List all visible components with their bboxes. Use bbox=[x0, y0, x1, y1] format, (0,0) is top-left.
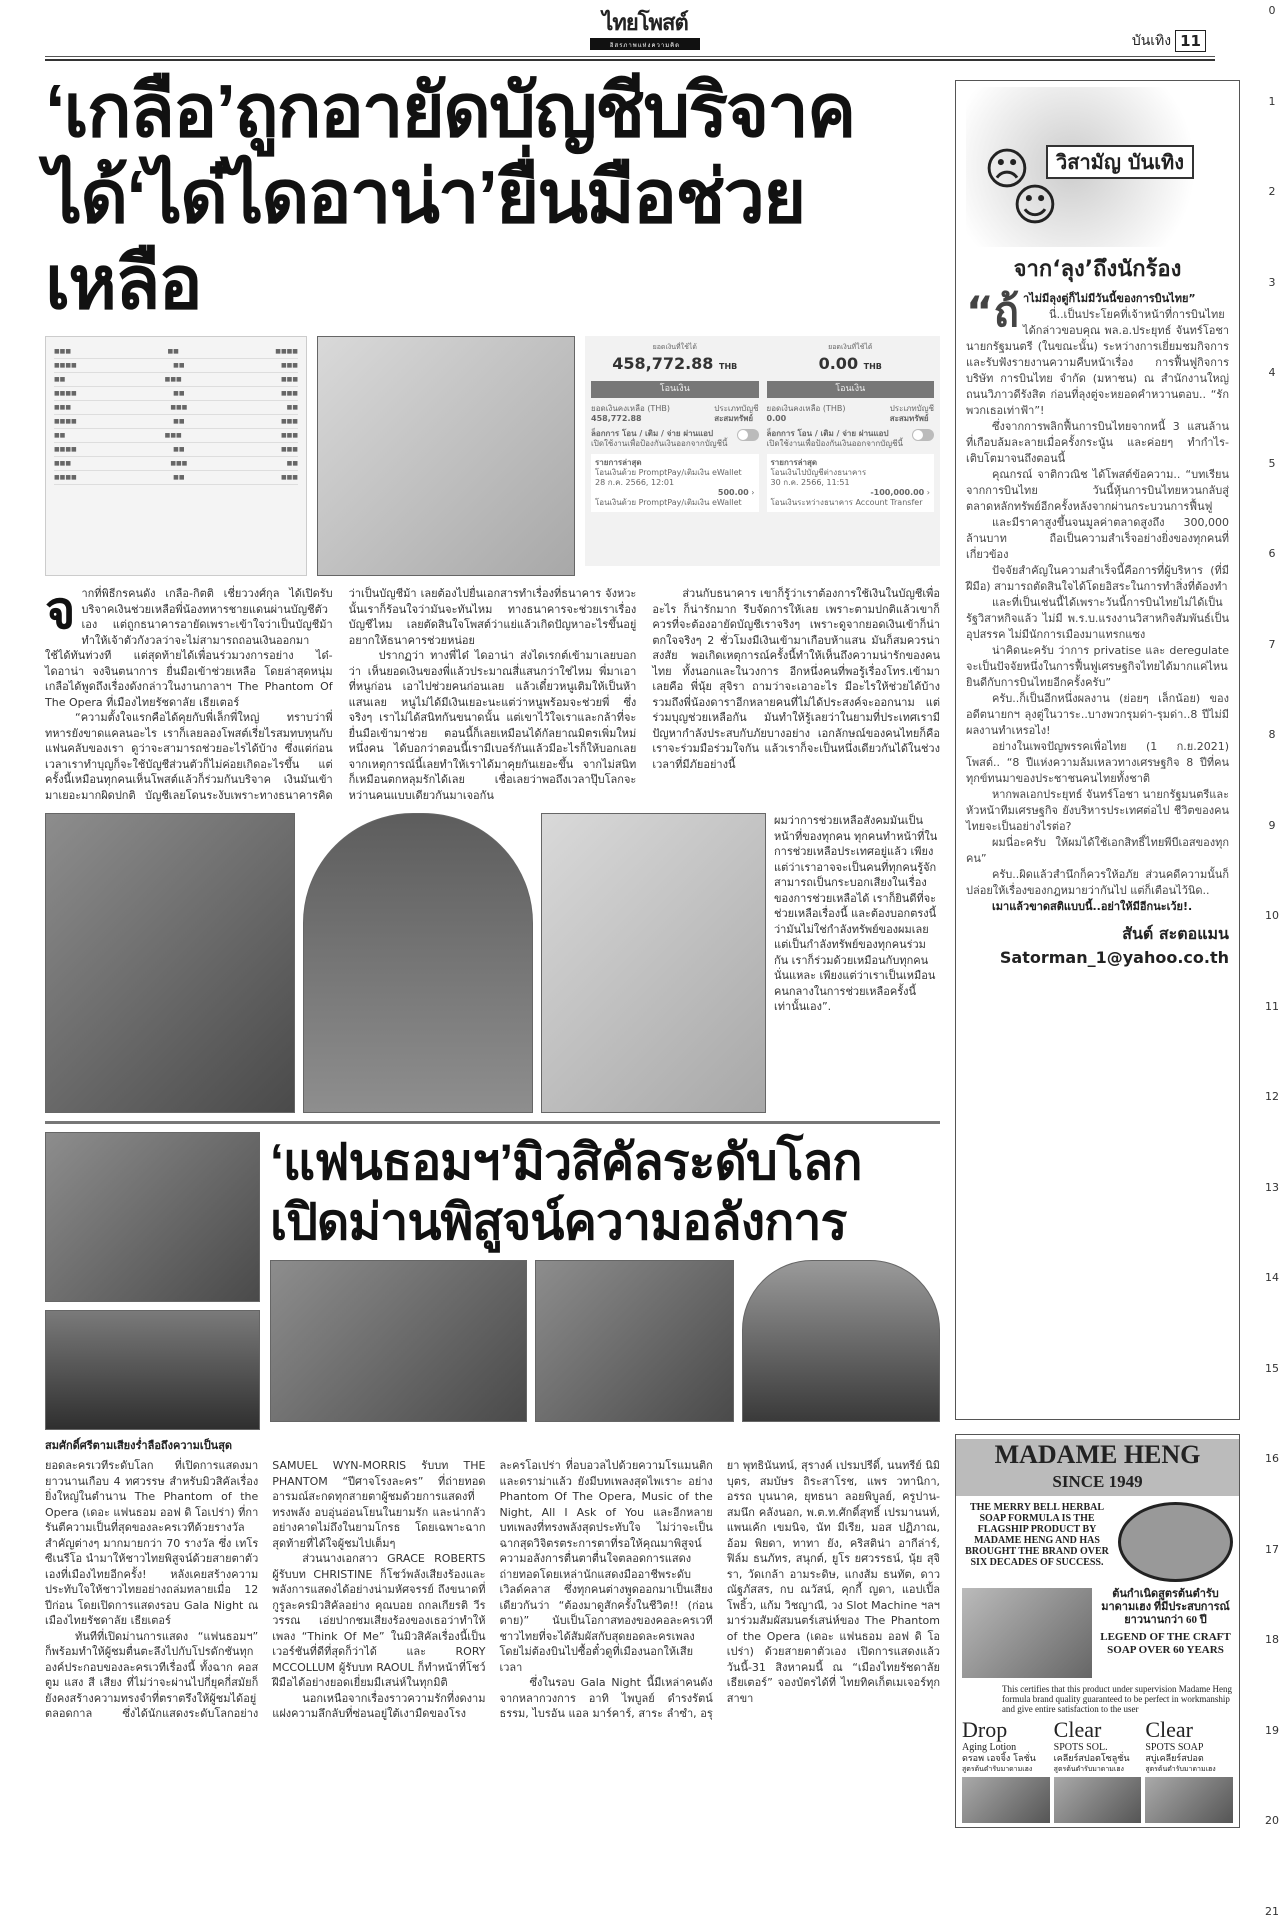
lock-toggle bbox=[912, 429, 934, 441]
ruler-mark: 9 bbox=[1268, 818, 1276, 832]
column-box bbox=[955, 80, 1240, 1420]
column-paragraph: นี่..เป็นประโยคที่เจ้าหน้าที่การบินไทยได้กล่าวขอบคุณ พล.อ.ประยุทธ์ จันทร์โอชา นายกรัฐมนตรี (ในขณะนั้น) ระหว่างการเยี่ยมชมกิจการ และรับฟังรายงานความคืบหน้าเรื่อง การฟื้นฟูกิจการ บริษัท การบินไทย จำกัด (มหาชน) ณ สำนักงานใหญ่ ถนนวิภาวดีรังสิต ก่อนที่ลุงตู่จะหยอดคำหวานตอบ.. “รักพวกเธอเท่าฟ้า”! bbox=[966, 308, 1229, 417]
drama-mask-happy-icon: ☺ bbox=[1012, 180, 1058, 231]
madame-heng-ad: MADAME HENG SINCE 1949 THE MERRY BELL HERBAL SOAP FORMULA IS THE FLAGSHIP PRODUCT BY MADAME HENG AND HAS BROUGHT THE BRAND OVER SIX DECADES OF SUCCESS. ต้นกำเนิดสูตรต้นตำรับ มาดามเฮง ที่มีประสบการณ์ยาวนานกว่า 60 ปี LEGEND OF THE CRAFT SOAP OVER 60 YEARS This certifies that this product under supervision Madame Heng formula brand quality guaranteed to be perfect in workmanship and give entire satisfaction to the user Drop Aging Lotion ดรอพ เอจจิ้ง โลชั่น สูตรต้นตำรับมาดามเฮง Clear SPOTS SOL. เคลียร์สปอตโซลูชั่น สูตรต้นตำรับมาดามเฮง Clear SPOTS SOAP สบู่เคลียร์สปอต สูตรต้นตำรับมาดามเฮง bbox=[955, 1434, 1240, 1828]
column-paragraph: หากพลเอกประยุทธ์ จันทร์โอชา นายกรัฐมนตรีและหัวหน้าทีมเศรษฐกิจ ยังบริหารประเทศต่อไป ชีวิตของคนไทยจะเป็นอย่างไรต่อ? bbox=[966, 788, 1229, 833]
ad-product-name: Clear bbox=[1053, 1717, 1102, 1742]
drop-cap: จ bbox=[45, 581, 76, 641]
bank-account-right: ยอดเงินที่ใช้ได้ 0.00 THB โอนเงิน ยอดเงินคงเหลือ (THB) 0.00 ประเภทบัญชี สะสมทรัพย์ ล็อกการ โอน / เติม / จ่าย ผ่านแอป เปิดใช้งานเพื่อป้องกันเงินออกจากบัญชีนี้ รายการล่าสุด โอนเงินไปบัญชีต่างธนาคาร 30 ก.ค. 2566, 11:51 -100,000.00 › โอนเงินระหว่างธนาคาร Account Transfer bbox=[767, 342, 935, 560]
ruler-mark: 20 bbox=[1265, 1814, 1279, 1827]
section-label: บันเทิง 11 bbox=[1132, 30, 1206, 52]
bank-app-screenshot bbox=[585, 336, 940, 566]
column-logo: ☹ ☺ วิสามัญ บันเทิง bbox=[966, 87, 1229, 247]
article-2-body: ยอดละครเวทีระดับโลก ที่เปิดการแสดงมายาวนานเกือบ 4 ทศวรรษ สำหรับมิวสิคัลเรื่องยิ่งใหญ่ในตำนาน The Phantom of the Opera (เดอะ แฟนธอม ออฟ ดิ โอเปร่า) ที่การันตีความเป็นที่สุดของละครเวทีด้วยรางวัลสำคัญต่างๆ มากมายกว่า 70 รางวัล ซึ่ง เทโร ซีเนรีโอ นำมาให้ชาวไทยพิสูจน์ด้วยสายตาตัวเองที่เมืองไทยอีกครั้ง! หลังเคยสร้างความประทับใจให้ชาวไทยอย่างถล่มทลายเมื่อ 12 ปีก่อน โดยเปิดการแสดงรอบ Gala Night ณ เมืองไทยรัชดาลัย เธียเตอร์ ทันทีที่เปิดม่านการแสดง “แฟนธอมฯ” ก็พร้อมทำให้ผู้ชมตื่นตะลึงไปกับโปรดักชันทุกองค์ประกอบของละครเวทีเรื่องนี้ ทั้งฉาก คอสตูม แสง สี เสียง ที่ไม่ว่าจะผ่านไปกี่ยุคกี่สมัยก็ยังคงสร้างความทรงจำที่ตราตรึงให้ผู้ชมได้อยู่ตลอดกาล ซึ่งได้นักแสดงระดับโลกอย่าง SAMUEL WYN-MORRIS รับบท THE PHANTOM “ปีศาจโรงละคร” ที่ถ่ายทอดอารมณ์สะกดทุกสายตาผู้ชมด้วยการแสดงที่ทรงพลัง อบอุ่นอ่อนโยนในยามรัก และน่ากลัวอย่างคาดไม่ถึงในยามโกรธ โดยเฉพาะฉากสุดท้ายที่ได้ใจผู้ชมไปเต็มๆ ส่วนนางเอกสาว GRACE ROBERTS ผู้รับบท CHRISTINE ก็โชว์พลังเสียงร้องและพลังการแสดงได้อย่างน่ามหัศจรรย์ ถึงขนาดที่กูรูละครมิวสิคัลอย่าง คุณบอย ถกลเกียรติ วีรวรรณ เอ่ยปากชมเสียงร้องของเธอว่าทำให้เพลง “Think Of Me” ในมิวสิคัลเรื่องนี้เป็นเวอร์ชันที่ดีที่สุดก็ว่าได้ และ RORY MCCOLLUM ผู้รับบท RAOUL ก็ทำหน้าที่โชว์ฝีมือได้อย่างยอดเยี่ยมมีเสน่ห์ในทุกมิติ นอกเหนือจากเรื่องราวความรักที่งดงามแฝงความลึกลับที่ซ่อนอยู่ใต้เงามืดของโรงละครโอเปร่า ที่อบอวลไปด้วยความโรแมนติกและดราม่าแล้ว ยังมีบทเพลงสุดไพเราะ อย่าง Phantom Of The Opera, Music of the Night, All I Ask of You และอีกหลายบทเพลงที่ทรงพลังสุดประทับใจ ไม่ว่าจะเป็นฉากสุดวิจิตรตระการตาที่รอให้คุณมาพิสูจน์ความอลังการตื่นตาตื่นใจตลอดการแสดง ถ่ายทอดโดยเหล่านักแสดงมืออาชีพระดับเวิลด์คลาส ซึ่งทุกคนต่างพูดออกมาเป็นเสียงเดียวกันว่า “ต้องมาดูสักครั้งในชีวิต!! (ก่อนตาย)” นับเป็นโอกาสทองของคอละครเวทีชาวไทยที่จะได้สัมผัสกับสุดยอดละครเพลงโดยไม่ต้องบินไปซื้อตั๋วดูที่เมืองนอกให้เสียเวลา ซึ่งในรอบ Gala Night นี้มีเหล่าคนดังจากหลากวงการ อาทิ ไพบูลย์ ดำรงรัตน์ธรรม, ไบรอัน แอล มาร์คาร์, สาระ ลำซำ, อรุยา พุทธินันทน์, สุรางค์ เปรมปรีดิ์, นนทรีย์ นิมิบุตร, สมบัษร ถิระสาโรช, แพร วทานิกา, อรรถ บุนนาค, ยุทธนา ลอยพิบูลย์, ครูปาน-สมนึก คลังนอก, พ.ต.ท.ศักดิ์สุทธิ์ เปรมานนท์, แพนเค้ก เขมนิจ, นัท มีเรีย, มอส ปฏิภาณ, อ้อม พิยดา, ทาทา ยัง, คริสติน่า อากีล่าร์, ฟิล์ม ธนภัทร, สนุกต์, ยูโร ยศวรรธน์, นุ้ย สุจิรา, วัดเกล้า อามระดิษ, แกงส้ม ธนทัต, ดาว ณัฐภัสสร, กบ ณวัสน์, คุกกี้ ญดา, แอปเปิ้ล โพธิ้ว, แก้ม วิชญาณี, วง Slot Machine ฯลฯ มาร่วมสัมผัสมนตร์เสน่ห์ของ The Phantom of the Opera (เดอะ แฟนธอม ออฟ ดิ โอเปร่า) ด้วยสายตาตัวเอง เปิดการแสดงแล้ว วันนี้-31 สิงหาคมนี้ ณ “เมืองไทยรัชดาลัย เธียเตอร์” จองบัตรได้ที่ ไทยทิคเก็ตเมเจอร์ทุกสาขา bbox=[45, 1459, 940, 1720]
ad-product-thai: เคลียร์สปอตโซลูชั่น bbox=[1053, 1754, 1130, 1764]
column-paragraph: ครับ..ก็เป็นอีกหนึ่งผลงาน (ย่อยๆ เล็กน้อย) ของอดีตนายกฯ ลุงตู่ในวาระ..บางพวกรุมด่า-รุมด่า..8 ปีไม่มีผลงานทำเหรอไง! bbox=[966, 692, 1229, 737]
ad-product-image bbox=[962, 1777, 1050, 1823]
column-body: “ถ้ าไม่มีลุงตู่ก็ไม่มีวันนี้ของการบินไทย” นี่..เป็นประโยคที่เจ้าหน้าที่การบินไทยได้กล่าวขอบคุณ พล.อ.ประยุทธ์ จันทร์โอชา นายกรัฐมนตรี (ในขณะนั้น) ระหว่างการเยี่ยมชมกิจการ และรับฟังรายงานความคืบหน้าเรื่อง การฟื้นฟูกิจการ บริษัท การบินไทย จำกัด (มหาชน) ณ สำนักงานใหญ่ ถนนวิภาวดีรังสิต ก่อนที่ลุงตู่จะหยอดคำหวานตอบ.. “รักพวกเธอเท่าฟ้า”! ซึ่งจากการพลิกฟื้นการบินไทยจากหนี้ 3 แสนล้าน ที่เกือบล้มละลายเมื่อครั้งกระนู้น และค่อยๆ ทำกำไร-เติบโตมาจนถึงตอนนี้ คุณกรณ์ จาติกวณิช ได้โพสต์ข้อความ.. “บทเรียนจากการบินไทย วันนี้หุ้นการบินไทยหวนกลับสู่ตลาดหลักทรัพย์อีกครั้งหลังจากผ่านกระบวนการฟื้นฟู และมีราคาสูงขึ้นจนมูลค่าตลาดสูงถึง 300,000 ล้านบาท ถือเป็นความสำเร็จอย่างยิ่งของทุกคนที่เกี่ยวข้อง ปัจจัยสำคัญในความสำเร็จนี้คือการที่ผู้บริหาร (ที่มีฝีมือ) สามารถตัดสินใจได้โดยอิสระในการทำสิ่งที่ต้องทำ และที่เป็นเช่นนี้ได้เพราะวันนี้การบินไทยไม่ได้เป็นรัฐวิสาหกิจแล้ว ไม่มี พ.ร.บ.แรงงานวิสาหกิจสัมพันธ์เป็นอุปสรรค ไม่มีนักการเมืองมาแทรกแซง น่าคิดนะครับ ว่าการ privatise และ deregulate จะเป็นปัจจัยหนึ่งในการฟื้นฟูเศรษฐกิจไทยได้มากแค่ไหน ยินดีกับการบินไทยอีกครั้งครับ” ครับ..ก็เป็นอีกหนึ่งผลงาน (ย่อยๆ เล็กน้อย) ของอดีตนายกฯ ลุงตู่ในวาระ..บางพวกรุมด่า-รุมด่า..8 ปีไม่มีผลงานทำเหรอไง! อย่างในเพจปัญพรรคเพื่อไทย (1 ก.ย.2021) โพสต์.. “8 ปีแห่งความล้มเหลวทางเศรษฐกิจ 8 ปีที่คนทุกข์ทนมาของประชาชนคนไทยทั้งชาติ หากพลเอกประยุทธ์ จันทร์โอชา นายกรัฐมนตรีและหัวหน้าทีมเศรษฐกิจ ยังบริหารประเทศต่อไป ชีวิตของคนไทยจะเป็นอย่างไรต่อ? ผมนี่อะครับ ให้ผมได้ใช้เอกสิทธิ์ไทยพีบีเอสของทุกคน” ครับ..ผิดแล้วสำนึกก็ควรให้อภัย ส่วนคดีความนั้นก็ปล่อยให้เรื่องของกฎหมายว่ากันไป แต่ก็เตือนไว้นิด.. เมาแล้วขาดสติแบบนี้..อย่าให้มีอีกนะเว้ย!. bbox=[966, 287, 1229, 913]
photo-actor bbox=[742, 1260, 940, 1422]
column-paragraph: ปัจจัยสำคัญในความสำเร็จนี้คือการที่ผู้บริหาร (ที่มีฝีมือ) สามารถตัดสินใจได้โดยอิสระในการทำสิ่งที่ต้องทำ bbox=[966, 564, 1229, 593]
ad-product-note: สูตรต้นตำรับมาดามเฮง bbox=[1053, 1765, 1124, 1773]
pull-quote: ผมว่าการช่วยเหลือสังคมมันเป็นหน้าที่ของทุกคน ทุกคนทำหน้าที่ในการช่วยเหลือประเทศอยู่แล้ว เพียงแต่ว่าเราอาจจะเป็นคนที่ทุกคนรู้จัก สามารถเป็นกระบอกเสียงในเรื่องของการช่วยเหลือได้ เราก็ยินดีที่จะช่วยเหลือเรื่องนี้ และต้องบอกตรงนี้ว่ามันไม่ใช่กำลังทรัพย์ของผมเลย แต่เป็นกำลังทรัพย์ของทุกคนร่วมกัน เราก็ร่วมด้วยเหมือนกับทุกคนนั่นแหละ เพียงแต่ว่าเราเป็นเหมือนคนกลางในการช่วยเหลือครั้งนี้เท่านั้นเอง”. bbox=[774, 814, 938, 1013]
photo-gala-night-group bbox=[270, 1260, 527, 1422]
transfer-button: โอนเงิน bbox=[591, 381, 759, 398]
ruler-mark: 12 bbox=[1265, 1090, 1279, 1103]
ruler-mark: 16 bbox=[1265, 1452, 1279, 1465]
ruler-mark: 14 bbox=[1265, 1271, 1279, 1284]
ruler-mark: 8 bbox=[1268, 728, 1276, 741]
bank-account-left: ยอดเงินที่ใช้ได้ 458,772.88 THB โอนเงิน ยอดเงินคงเหลือ (THB) 458,772.88 ประเภทบัญชี สะสมทรัพย์ ล็อกการ โอน / เติม / จ่าย ผ่านแอป เปิดใช้งานเพื่อป้องกันเงินออกจากบัญชีนี้ รายการล่าสุด โอนเงินด้วย PromptPay/เติมเงิน eWallet 28 ก.ค. 2566, 12:01 500.00 › โอนเงินด้วย PromptPay/เติมเงิน eWallet bbox=[591, 342, 759, 560]
column-paragraph: อย่างในเพจปัญพรรคเพื่อไทย (1 ก.ย.2021) โพสต์.. “8 ปีแห่งความล้มเหลวทางเศรษฐกิจ 8 ปีที่คนทุกข์ทนมาของประชาชนคนไทยทั้งชาติ bbox=[966, 740, 1229, 785]
column-author: สันต์ สะตอแมน bbox=[1122, 924, 1229, 943]
right-rail bbox=[955, 80, 1240, 1828]
photo-donation-volunteers bbox=[45, 813, 295, 1113]
article-divider bbox=[45, 1121, 940, 1124]
page-number: 11 bbox=[1175, 30, 1206, 52]
ad-product-note: สูตรต้นตำรับมาดามเฮง bbox=[962, 1765, 1033, 1773]
ruler-mark: 13 bbox=[1265, 1180, 1279, 1194]
photo-military-unit-donation bbox=[541, 813, 766, 1113]
photo-kluea-tshirt bbox=[303, 813, 533, 1113]
photo-kluea-portrait bbox=[317, 336, 575, 576]
headline-article-2: ‘แฟนธอมฯ’มิวสิคัลระดับโลก เปิดม่านพิสูจน์ความอลังการ bbox=[270, 1134, 862, 1250]
ad-product bbox=[1054, 1718, 1142, 1823]
main-content bbox=[45, 68, 940, 1722]
newspaper-logo: ไทยโพสต์ อิสรภาพแห่งความคิด bbox=[590, 10, 700, 50]
ad-product bbox=[962, 1718, 1050, 1823]
ruler-mark: 19 bbox=[1265, 1723, 1279, 1737]
ruler-mark: 6 bbox=[1268, 547, 1276, 560]
ad-product-thai: ดรอพ เอจจิ้ง โลชั่น bbox=[962, 1754, 1036, 1764]
column-paragraph: คุณกรณ์ จาติกวณิช ได้โพสต์ข้อความ.. “บทเรียนจากการบินไทย วันนี้หุ้นการบินไทยหวนกลับสู่ตลาดหลักทรัพย์อีกครั้งหลังจากผ่านกระบวนการฟื้นฟู bbox=[966, 468, 1229, 513]
ruler-mark: 1 bbox=[1268, 94, 1276, 108]
ad-product-sub: SPOTS SOL. bbox=[1053, 1742, 1108, 1753]
column-paragraph: น่าคิดนะครับ ว่าการ privatise และ deregulate จะเป็นปัจจัยหนึ่งในการฟื้นฟูเศรษฐกิจไทยได้มากแค่ไหน ยินดีกับการบินไทยอีกครั้งครับ” bbox=[966, 644, 1229, 689]
ruler-mark: 18 bbox=[1265, 1633, 1279, 1646]
shop-photo bbox=[1118, 1502, 1233, 1582]
article-1-image-row bbox=[45, 336, 940, 576]
header-rule bbox=[45, 56, 1215, 61]
column-paragraph: และที่เป็นเช่นนี้ได้เพราะวันนี้การบินไทยไม่ได้เป็นรัฐวิสาหกิจแล้ว ไม่มี พ.ร.บ.แรงงานวิสาหกิจสัมพันธ์เป็นอุปสรรค ไม่มีนักการเมืองมาแทรกแซง bbox=[966, 596, 1229, 641]
ad-product-name: Clear bbox=[1145, 1717, 1193, 1742]
article-1-lead: ากที่พิธีกรคนดัง เกลือ-กิตติ เชี่ยววงศ์กุล ได้เปิดรับบริจาคเงินช่วยเหลือพี่น้องทหารชายแดนผ่านบัญชีตัวเอง แต่ถูกธนาคารอายัดเพราะเข้าใจว่าเป็นบัญชีม้า ทำให้เจ้าตัวกังวลว่าจะไม่สามารถถอนเงินออกมาใช้ได้ทันท่วงที แต่สุดท้ายได้เพื่อนร่วมวงการอย่าง ได๋-ไดอาน่า จงจินตนาการ ยื่นมือเข้าช่วยเหลือ โดยล่าสุดหนุ่มเกลือได้พูดถึงเรื่องดังกล่าวในงานกาลาฯ The Phantom Of The Opera ที่เมืองไทยรัชดาลัย เธียเตอร์ bbox=[45, 587, 333, 709]
column-paragraph: และมีราคาสูงขึ้นจนมูลค่าตลาดสูงถึง 300,000 ล้านบาท ถือเป็นความสำเร็จอย่างยิ่งของทุกคนที่เกี่ยวข้อง bbox=[966, 516, 1229, 561]
photo-phantom-stars bbox=[45, 1132, 260, 1302]
ad-product bbox=[1145, 1718, 1233, 1823]
ruler-mark: 4 bbox=[1268, 366, 1276, 379]
ruler-mark: 15 bbox=[1265, 1361, 1279, 1375]
drama-mask-sad-icon: ☹ bbox=[984, 144, 1030, 195]
article-1-body: จ ากที่พิธีกรคนดัง เกลือ-กิตติ เชี่ยววงศ์กุล ได้เปิดรับบริจาคเงินช่วยเหลือพี่น้องทหารชายแดนผ่านบัญชีตัวเอง แต่ถูกธนาคารอายัดเพราะเข้าใจว่าเป็นบัญชีม้า ทำให้เจ้าตัวกังวลว่าจะไม่สามารถถอนเงินออกมาใช้ได้ทันท่วงที แต่สุดท้ายได้เพื่อนร่วมวงการอย่าง ได๋-ไดอาน่า จงจินตนาการ ยื่นมือเข้าช่วยเหลือ โดยล่าสุดหนุ่มเกลือได้พูดถึงเรื่องดังกล่าวในงานกาลาฯ The Phantom Of The Opera ที่เมืองไทยรัชดาลัย เธียเตอร์ “ความตั้งใจแรกคือได้คุยกับพี่เล็กพี่ใหญ่ ทราบว่าพี่ทหารยังขาดแคลนอะไร เราก็เลยลองโพสต์เรี่ยไรสมทบทุนกับแฟนคลับของเรา ดูว่าจะสามารถช่วยอะไรได้บ้าง ซึ่งแต่ก่อนเวลาเราทำบุญก็จะใช้บัญชีส่วนตัวก็ไม่ค่อยเกิดอะไรขึ้น แต่ครั้งนี้เหมือนทุกคนเห็นโพสต์แล้วก็ร่วมกันบริจาค เงินมันเข้ามาเยอะมากผิดปกติ บัญชีเลยโดนระงับเพราะทางธนาคารคิดว่าเป็นบัญชีม้า เลยต้องไปยื่นเอกสารทำเรื่องที่ธนาคาร จังหวะนั้นเราก็ร้อนใจว่ามันจะทันไหม ทางธนาคารจะช่วยเราเรื่องบัญชีไหม เลยตัดสินใจโพสต์ว่าแย่แล้วเกิดปัญหาอะไรขึ้นอยู่ อยากให้ธนาคารช่วยหน่อย ปรากฏว่า ทางพี่ได๋ ไดอาน่า ส่งไดเรกต์เข้ามาเลยบอกว่า เห็นยอดเงินของพี่แล้วประมาณสี่แสนกว่าใช่ไหม พี่มาเอาที่หนูก่อน เอาไปช่วยคนก่อนเลย แล้วเดี๋ยวหนูเติมให้เป็นห้าแสนเลย หนูไม่ได้มีเงินเยอะนะแต่ว่าหนูพร้อมจะช่วยพี่ ซึ่งจริงๆ เราไม่ได้สนิทกันขนาดนั้น แต่เขาไว้ใจเราและกล้าที่จะยื่นมือเข้ามาช่วย ตอนนี้ก็เลยเหมือนได้กัลยาณมิตรเพิ่มใหม่หนึ่งคน ได้บอกว่าตอนนี้เรามีเบอร์กันแล้วมีอะไรก็ให้บอกเลย จากเหตุการณ์นี้เลยทำให้เราได้มาคุยกันเยอะขึ้น จากไม่สนิทก็เหมือนตกหลุมรักได้เลย เชื่อเลยว่าพอถึงเวลาปุ๊บโลกจะหว่านคนแบบเดียวกันมาเจอกัน ส่วนกับธนาคาร เขาก็รู้ว่าเราต้องการใช้เงินในบัญชีเพื่ออะไร ก็น่ารักมาก รีบจัดการให้เลย เพราะตามปกติแล้วเขาก็ควรที่จะต้องอายัดบัญชีเราจริงๆ เพราะดูจากยอดเงินเข้าก็น่าตกใจจริงๆ 2 ชั่วโมงมีเงินเข้ามาเกือบห้าแสน มันก็สมควรน่าสงสัย พอเกิดเหตุการณ์ครั้งนี้ทำให้เห็นถึงความน่ารักของคนไทย ทั้งนอกและในวงการ อีกหนึ่งคนที่พอรู้เรื่องโทร.เข้ามาเลยคือ พี่นุ้ย สุจิรา ถามว่าจะเอาอะไร มีอะไรให้ช่วยได้บ้าง รวมถึงพี่น้องดาราอีกหลายคนที่ไม่ได้ประสงค์จะออกนาม แต่ร่วมบุญช่วยเหลือกัน มันทำให้รู้เลยว่าในยามที่ประเทศเรามีปัญหากำลังประสบกับภัยบางอย่าง เอกลักษณ์ของคนไทยก็คือเราจะร่วมมือร่วมใจกัน แล้วเราก็จะเป็นหนึ่งเดียวกันได้ในช่วงเวลาที่มีภัยอย่างนี้ bbox=[45, 581, 940, 802]
article-1-photo-row bbox=[45, 813, 940, 1113]
ruler-mark: 2 bbox=[1268, 185, 1276, 198]
ruler-mark: 10 bbox=[1265, 909, 1279, 922]
ruler-mark: 21 bbox=[1265, 1904, 1279, 1918]
ad-product-image bbox=[1054, 1777, 1142, 1823]
photo-actress bbox=[45, 1310, 260, 1430]
ruler-mark: 5 bbox=[1268, 456, 1276, 470]
donation-spreadsheet-image: ■■■ ■■ ■■■■ ■■■■ ■■ ■■■ ■■ ■■■ ■■■ ■■■■ ■■ ■■■ ■■■ ■■■ ■■ ■■■■ ■■ ■■■ ■■ ■■■ ■■■ ■■■■ ■■ ■■■ ■■■ ■■■ ■■ ■■■■ ■■ ■■■ bbox=[45, 336, 307, 576]
soap-box-image bbox=[962, 1588, 1092, 1678]
ad-product-image bbox=[1145, 1777, 1233, 1823]
lock-toggle bbox=[737, 429, 759, 441]
headline-article-1: ‘เกลือ’ถูกอายัดบัญชีบริจาค ได้‘ได๋ไดอาน่า’ยื่นมือช่วยเหลือ bbox=[45, 69, 855, 324]
transfer-button: โอนเงิน bbox=[767, 381, 935, 398]
article-2-top bbox=[45, 1132, 940, 1430]
column-title: จาก‘ลุง’ถึงนักร้อง bbox=[1013, 257, 1182, 282]
ruler-mark: 11 bbox=[1265, 999, 1279, 1013]
ruler-mark: 3 bbox=[1268, 275, 1276, 289]
ad-product-thai: สบู่เคลียร์สปอต bbox=[1145, 1754, 1204, 1764]
photo-gala-guests bbox=[535, 1260, 733, 1422]
ad-product-name: Drop bbox=[962, 1717, 1008, 1742]
column-paragraph: ซึ่งจากการพลิกฟื้นการบินไทยจากหนี้ 3 แสนล้าน ที่เกือบล้มละลายเมื่อครั้งกระนู้น และค่อยๆ ทำกำไร-เติบโตมาจนถึงตอนนี้ bbox=[966, 420, 1229, 465]
ad-product-sub: Aging Lotion bbox=[962, 1742, 1017, 1753]
ad-product-sub: SPOTS SOAP bbox=[1145, 1742, 1204, 1753]
column-paragraph: ครับ..ผิดแล้วสำนึกก็ควรให้อภัย ส่วนคดีความนั้นก็ปล่อยให้เรื่องของกฎหมายว่ากันไป แต่ก็เตือนไว้นิด.. bbox=[966, 868, 1229, 897]
photo-caption: สมศักดิ์ศรีตามเสียงร่ำลือถึงความเป็นสุด bbox=[45, 1439, 233, 1452]
ruler-mark: 17 bbox=[1265, 1542, 1279, 1556]
ad-product-note: สูตรต้นตำรับมาดามเฮง bbox=[1145, 1765, 1216, 1773]
column-email[interactable]: Satorman_1@yahoo.co.th bbox=[999, 948, 1229, 967]
ruler-mark: 7 bbox=[1268, 637, 1276, 651]
ruler-mark: 0 bbox=[1268, 4, 1276, 17]
column-paragraph: ผมนี่อะครับ ให้ผมได้ใช้เอกสิทธิ์ไทยพีบีเอสของทุกคน” bbox=[966, 836, 1229, 865]
